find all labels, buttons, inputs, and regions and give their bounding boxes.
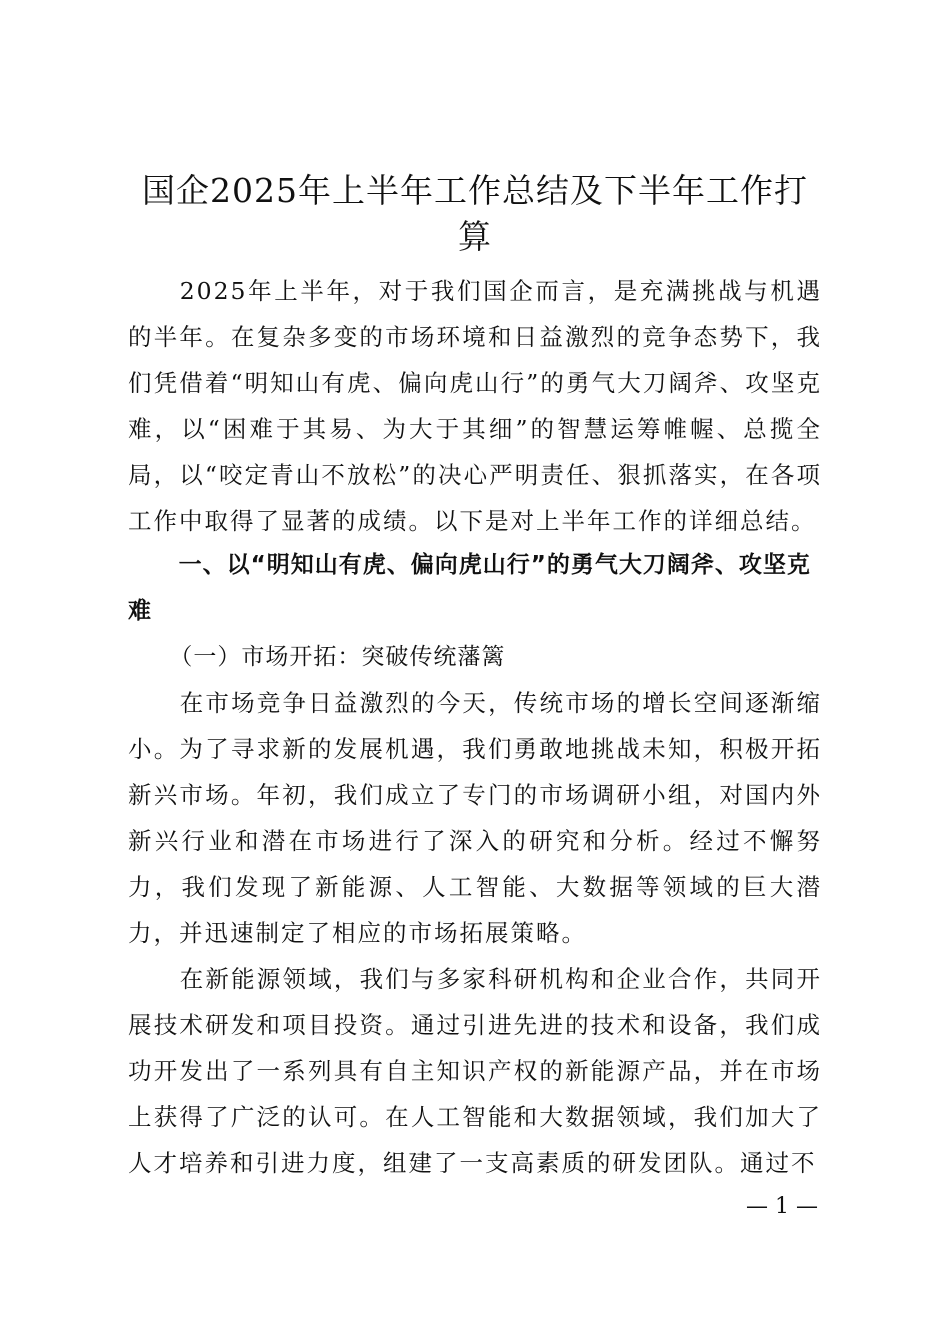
market-paragraph: 在市场竞争日益激烈的今天，传统市场的增长空间逐渐缩小。为了寻求新的发展机遇，我们勇敢地挑战未知，积极开拓新兴市场。年初，我们成立了专门的市场调研小组，对国内外新兴行业和潜在市场进行了深入的研究和分析。经过不懈努力，我们发现了新能源、人工智能、大数据等领域的巨大潜力，并迅速制定了相应的市场拓展策略。 bbox=[128, 689, 822, 947]
section-heading: 一、以“明知山有虎、偏向虎山行”的勇气大刀阔斧、攻坚克难 bbox=[128, 552, 811, 624]
page-number: — 1 — bbox=[746, 1194, 818, 1219]
sub-heading: （一）市场开拓：突破传统藩篱 bbox=[169, 644, 506, 670]
document-title: 国企2025年上半年工作总结及下半年工作打算 bbox=[142, 171, 808, 256]
intro-paragraph: 2025年上半年，对于我们国企而言，是充满挑战与机遇的半年。在复杂多变的市场环境和日益激烈的竞争态势下，我们凭借着“明知山有虎、偏向虎山行”的勇气大刀阔斧、攻坚克难，以“困难于其易、为大于其细”的智慧运筹帷幄、总揽全局，以“咬定青山不放松”的决心严明责任、狠抓落实，在各项工作中取得了显著的成绩。以下是对上半年工作的详细总结。 bbox=[128, 277, 822, 535]
new-energy-paragraph: 在新能源领域，我们与多家科研机构和企业合作，共同开展技术研发和项目投资。通过引进先进的技术和设备，我们成功开发出了一系列具有自主知识产权的新能源产品，并在市场上获得了广泛的认可。在人工智能和大数据领域，我们加大了人才培养和引进力度，组建了一支高素质的研发团队。通过不 bbox=[128, 965, 822, 1177]
